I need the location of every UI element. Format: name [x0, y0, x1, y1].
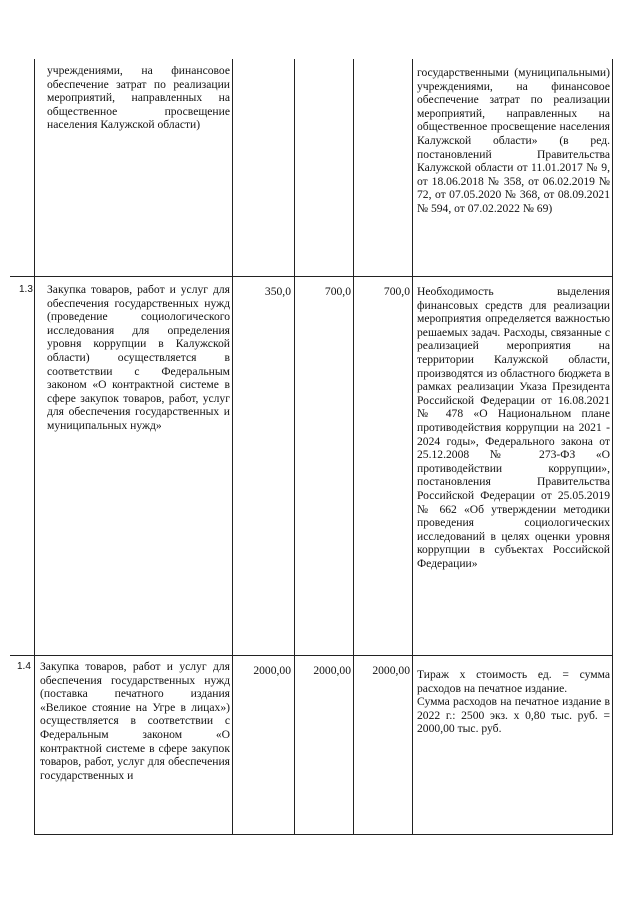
table-col-divider-1 — [232, 59, 233, 835]
row-1.3-value-2: 700,0 — [324, 285, 351, 298]
row-1.4-value-2: 2000,00 — [313, 664, 351, 677]
row-1.4-value-1: 2000,00 — [253, 664, 291, 677]
row-1-description — [47, 64, 230, 132]
row-1.3-number: 1.3 — [19, 284, 33, 295]
table-col-divider-2 — [294, 59, 295, 835]
row-1.3-description — [47, 283, 230, 433]
table-bottom-border — [34, 834, 613, 835]
row-1.4-description — [40, 660, 230, 782]
row-1.3-justification-text: Необходимость выделения финансовых средств для реализации мероприятия определяется важностью решаемых задач. Расходы, связанные с реализацией мероприятия на территории Калужской области, производятся из областного бюджета в рамках реализации Указа Президента Российской Федерации от 16.08.2021 № 478 «О Национальном плане противодействия коррупции на 2021 - 2024 годы», Федерального закона от 25.12.2008 № 273-ФЗ «О противодействии коррупции», постановления Правительства Российской Федерации от 25.05.2019 № 662 «Об утверждении методики проведения социологических исследований в целях оценки уровня коррупции в субъектах Российской Федерации» — [417, 285, 610, 570]
row-1-justification-text: государственными (муниципальными) учреждениями, на финансовое обеспечение затрат по реализации мероприятий, направленных на общественное просвещение населения Калужской области» (в ред. постановлений Правительства Калужской области от 11.01.2017 № 9, от 18.06.2018 № 358, от 06.02.2019 № 72, от 07.05.2020 № 368, от 08.09.2021 № 594, от 07.02.2022 № 69) — [417, 66, 610, 215]
row-1.4-justification-line-2: Сумма расходов на печатное издание в 2022 г.: 2500 экз. х 0,80 тыс. руб. = 2000,00 тыс. руб. — [417, 695, 610, 736]
row-1.3-value-3: 700,0 — [383, 285, 410, 298]
row-1-justification — [417, 66, 610, 216]
table-border-left — [34, 59, 35, 835]
row-1.4-justification — [417, 668, 610, 736]
row-1-description-text: учреждениями, на финансовое обеспечение затрат по реализации мероприятий, направленных на общественное просвещение населения Калужской области) — [47, 64, 230, 132]
row-1.3-value-1: 350,0 — [264, 285, 291, 298]
row-divider-1 — [10, 276, 613, 277]
row-1.4-description-text: Закупка товаров, работ и услуг для обеспечения государственных нужд (поставка печатного издания «Великое стояние на Угре в лицах») осуществляется в соответствии с Федеральным законом «О контрактной системе в сфере закупок товаров, работ, услуг для обеспечения государственных и — [40, 660, 230, 782]
row-1.4-justification-line-1: Тираж х стоимость ед. = сумма расходов на печатное издание. — [417, 668, 610, 695]
table-border-right — [612, 59, 613, 835]
row-divider-2 — [10, 655, 613, 656]
row-1.4-number: 1.4 — [17, 661, 31, 672]
row-1.3-description-text: Закупка товаров, работ и услуг для обеспечения государственных нужд (проведение социологического исследования для определения уровня коррупции в Калужской области) осуществляется в соответствии с Федеральным законом «О контрактной системе в сфере закупок товаров, работ, услуг для обеспечения государственных и муниципальных нужд» — [47, 283, 230, 432]
table-col-divider-4 — [412, 59, 413, 835]
table-col-divider-3 — [353, 59, 354, 835]
row-1.4-value-3: 2000,00 — [372, 664, 410, 677]
row-1.3-justification — [417, 285, 610, 570]
